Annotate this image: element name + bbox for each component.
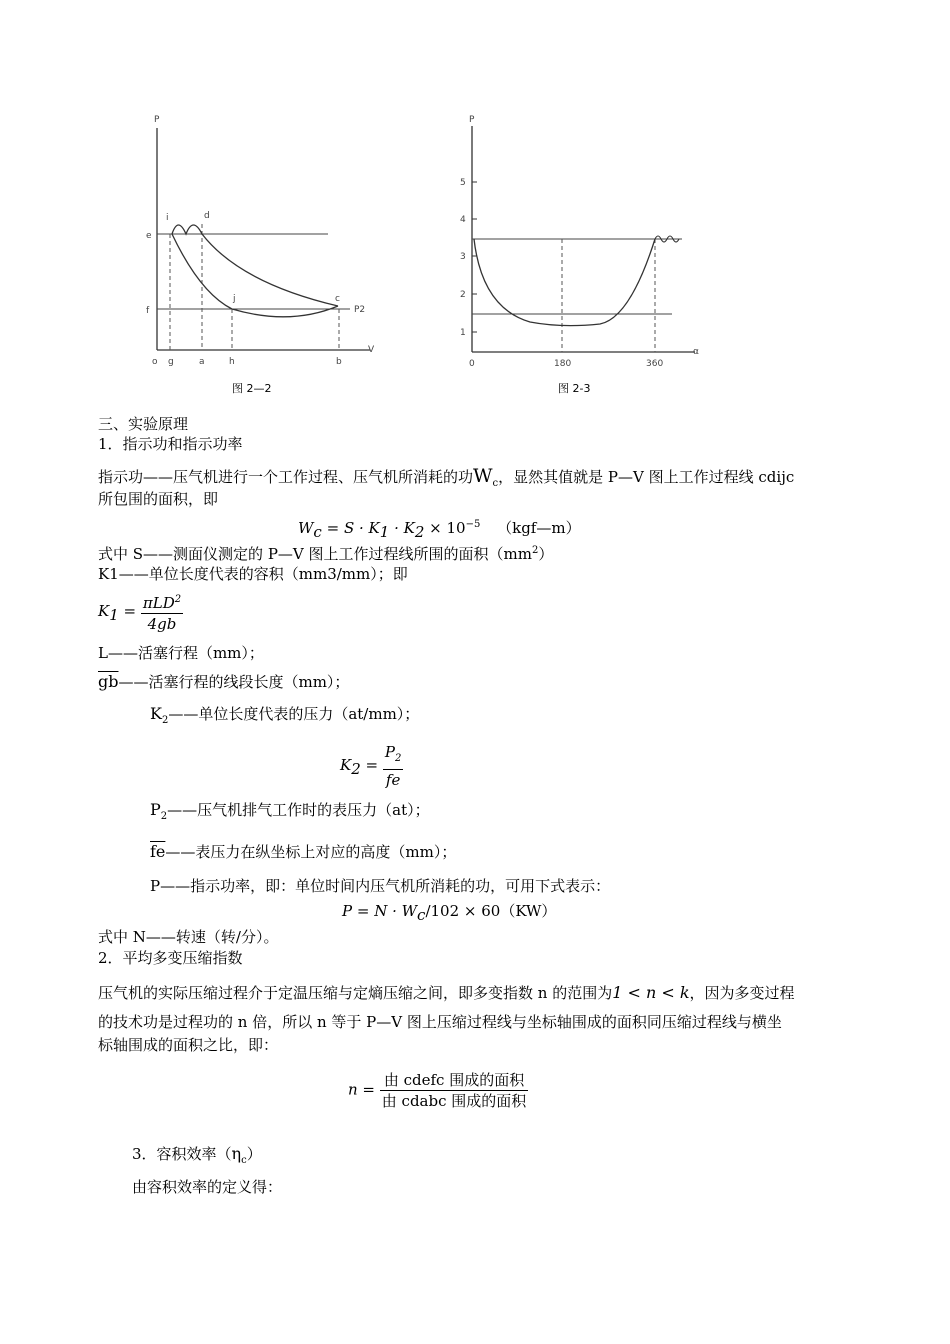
definition-k1: K1——单位长度代表的容积（mm3/mm）；即 xyxy=(98,565,408,583)
svg-text:P2: P2 xyxy=(354,305,366,315)
svg-text:3: 3 xyxy=(460,252,466,262)
subheading-polytropic: 2．平均多变压缩指数 xyxy=(98,949,243,967)
fig2-caption: 图 2-3 xyxy=(558,382,591,395)
svg-text:a: a xyxy=(199,357,205,367)
svg-text:c: c xyxy=(335,294,340,304)
definition-s: 式中 S——测面仪测定的 P—V 图上工作过程线所围的面积$(mm^2)$ xyxy=(98,545,554,563)
equation-k1: $K_1$ = $\frac{\pi LD^2}{4gb}$ xyxy=(98,590,183,634)
paragraph-indicated-work: 指示功——压气机进行一个工作过程、压气机所消耗的功$W_c$，显然其值就是 P—V 图上工作过程线 cdijc xyxy=(98,465,795,489)
definition-gb: $\overline{gb}——$活塞行程的线段长度（mm）； xyxy=(98,672,350,691)
subheading-volumetric-efficiency: 3．容积效率$(\eta_c)$ xyxy=(132,1144,262,1166)
svg-text:i: i xyxy=(166,213,169,223)
svg-text:5: 5 xyxy=(460,178,466,188)
fig1-y-label: P xyxy=(154,115,160,125)
svg-text:h: h xyxy=(229,357,235,367)
p-alpha-diagram-figure xyxy=(450,108,710,408)
svg-text:j: j xyxy=(233,294,236,304)
definition-fe: $\overline{fe}——$表压力在纵坐标上对应的高度（mm）； xyxy=(150,842,457,861)
svg-text:1: 1 xyxy=(460,328,466,338)
pv-diagram-figure xyxy=(120,108,400,408)
svg-text:2: 2 xyxy=(460,290,466,300)
equation-k2: $K_2$ = $\frac{P_2}{fe}$ xyxy=(340,743,402,789)
paragraph-volumetric-efficiency: 由容积效率的定义得： xyxy=(132,1178,283,1196)
fig1-x-label: V xyxy=(368,345,375,355)
svg-text:e: e xyxy=(146,231,152,241)
definition-p2: $P_2——$压气机排气工作时的表压力（at）； xyxy=(150,800,430,822)
svg-text:360: 360 xyxy=(646,359,664,369)
definition-p: P——指示功率，即：单位时间内压气机所消耗的功，可用下式表示： xyxy=(150,877,611,895)
definition-k2: $K_2——$单位长度代表的压力（at/mm）； xyxy=(150,704,420,726)
paragraph-polytropic: 压气机的实际压缩过程介于定温压缩与定熵压缩之间，即多变指数 n 的范围为1 < n < k，因为多变过程 xyxy=(98,983,795,1002)
svg-text:4: 4 xyxy=(460,215,466,225)
svg-text:P: P xyxy=(469,115,475,125)
svg-text:α: α xyxy=(693,347,699,357)
svg-text:f: f xyxy=(146,306,150,316)
paragraph-polytropic-3: 标轴围成的面积之比，即： xyxy=(98,1036,279,1054)
svg-text:g: g xyxy=(168,357,174,367)
svg-text:b: b xyxy=(336,357,342,367)
paragraph-polytropic-2: 的技术功是过程功的 n 倍，所以 n 等于 P—V 图上压缩过程线与坐标轴围成的面积同压缩过程线与横坐 xyxy=(98,1013,782,1031)
svg-text:o: o xyxy=(152,357,158,367)
svg-text:0: 0 xyxy=(469,359,475,369)
equation-n: n = $\frac{\text{由 cdefc 围成的面积}}{\text{由 cdabc 围成的面积}}$ xyxy=(348,1071,527,1110)
subheading-indicated-work: 1．指示功和指示功率 xyxy=(98,435,243,453)
paragraph-indicated-work-cont: 所包围的面积，即 xyxy=(98,490,219,508)
fig1-caption: 图 2—2 xyxy=(232,382,272,395)
definition-l: L——活塞行程（mm）； xyxy=(98,644,264,662)
definition-n: 式中 N——转速（转/分）。 xyxy=(98,928,279,946)
svg-text:d: d xyxy=(204,211,210,221)
equation-p: $P = N \cdot W_c/102 \times 60(KW)$ xyxy=(342,902,557,924)
section-heading: 三、实验原理 xyxy=(98,415,189,433)
equation-wc: $W_c = S \cdot K_1 \cdot K_2 \times 10^{-5}$ （kgf—m） xyxy=(298,519,581,541)
svg-text:180: 180 xyxy=(554,359,572,369)
